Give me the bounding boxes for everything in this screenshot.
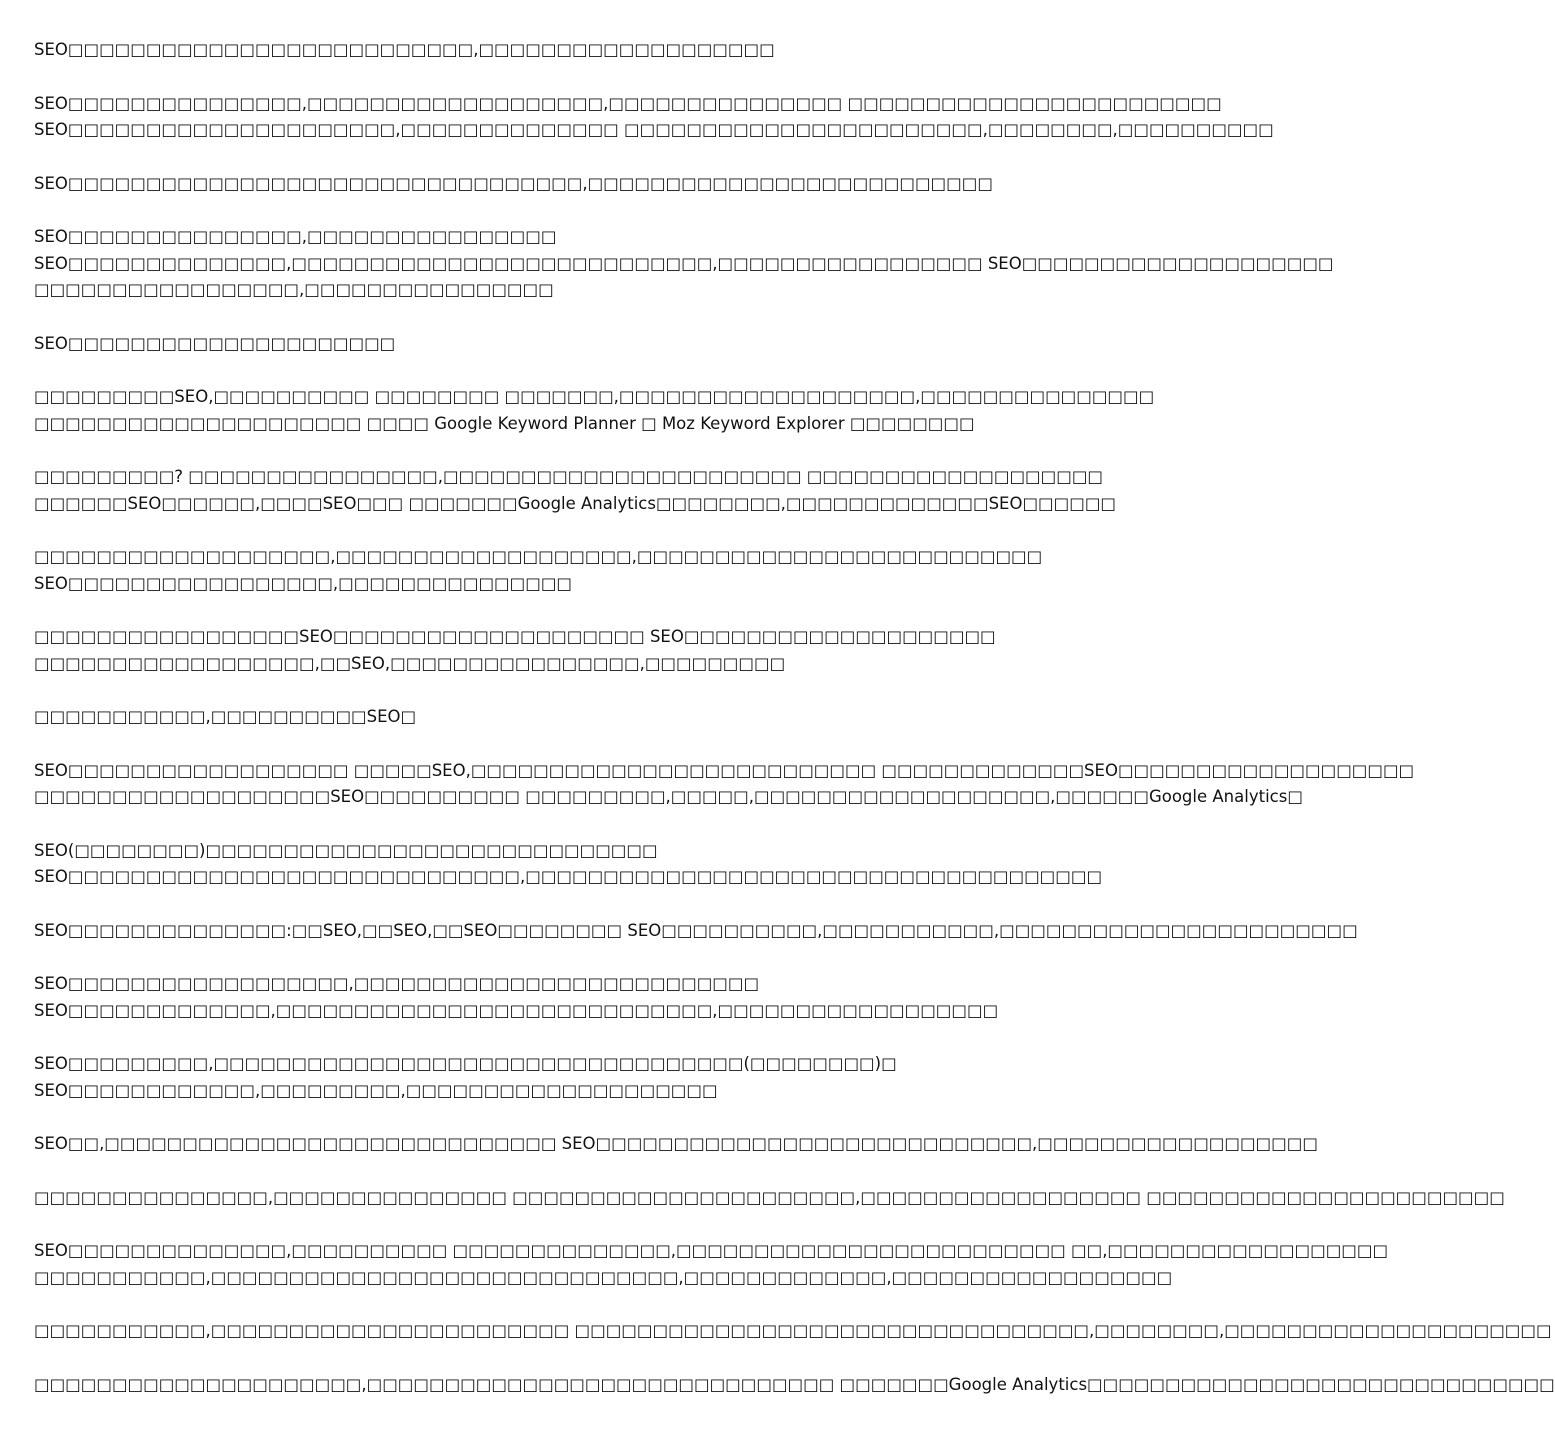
text-line: SEO□□□□□□□□□□□□□□□□□,□□□□□□□□□□□□□□□ bbox=[34, 573, 572, 593]
text-line: □□□□□□□□□□□,□□□□□□□□□□□□□□□□□□□□□□□ □□□□□□□□□□□□□□□□□□□□□□□□□□□□□□□□□,□□□□□□□□,□□□□□□□□□□□□□□□□□□□□□ bbox=[34, 1321, 1552, 1340]
text-line: □□□□□□□□□□□□□□□□□□□□□ □□□□ Google Keyword Planner □ Moz Keyword Explorer □□□□□□□□ bbox=[34, 413, 975, 433]
paragraph bbox=[34, 624, 996, 677]
paragraph bbox=[34, 544, 1043, 597]
text-line: □□□□□□□□□□□,□□□□□□□□□□SEO□ bbox=[34, 707, 417, 726]
text-line: SEO□□□□□□□□□□□□□□□□□□□□□ bbox=[34, 333, 396, 353]
text-line: □□□□□□□□□? □□□□□□□□□□□□□□□□,□□□□□□□□□□□□□□□□□□□□□□□ □□□□□□□□□□□□□□□□□□□ bbox=[34, 467, 1103, 486]
text-line: SEO□□□□□□□□□□□□□,□□□□□□□□□□□□□□□□□□□□□□□□□□□□,□□□□□□□□□□□□□□□□□□ bbox=[34, 1000, 999, 1020]
text-line: SEO□□□□□□□□□□□□□□:□□SEO,□□SEO,□□SEO□□□□□□□□ SEO□□□□□□□□□□,□□□□□□□□□□□,□□□□□□□□□□□□□□□□□□□□□□□ bbox=[34, 920, 1358, 940]
text-line: SEO□□,□□□□□□□□□□□□□□□□□□□□□□□□□□□□□ SEO□□□□□□□□□□□□□□□□□□□□□□□□□□□□,□□□□□□□□□□□□□□□□□□ bbox=[34, 1134, 1318, 1153]
text-line: SEO□□□□□□□□□□□□□□□□□□,□□□□□□□□□□□□□□□□□□□□□□□□□□ bbox=[34, 974, 760, 993]
paragraph bbox=[34, 1131, 1318, 1158]
text-line: SEO□□□□□□□□□□□□□□□□□□□□□□□□□□,□□□□□□□□□□□□□□□□□□□ bbox=[34, 40, 775, 59]
text-line: SEO□□□□□□□□□□□□□□,□□□□□□□□□□ □□□□□□□□□□□□□□,□□□□□□□□□□□□□□□□□□□□□□□□□ □□,□□□□□□□□□□□□□□□□□□ bbox=[34, 1241, 1389, 1260]
paragraph bbox=[34, 838, 1103, 891]
text-line: SEO□□□□□□□□□□□□□□□□□□ □□□□□SEO,□□□□□□□□□□□□□□□□□□□□□□□□□□ □□□□□□□□□□□□□SEO□□□□□□□□□□□□□□□□□□□ bbox=[34, 760, 1415, 780]
text-line: □□□□□□SEO□□□□□□,□□□□SEO□□□ □□□□□□□Google Analytics□□□□□□□□,□□□□□□□□□□□□□SEO□□□□□□ bbox=[34, 493, 1116, 513]
text-line: SEO□□□□□□□□□□□□□□□□□□□□□,□□□□□□□□□□□□□□ □□□□□□□□□□□□□□□□□□□□□□□,□□□□□□□□,□□□□□□□□□□ bbox=[34, 120, 1274, 139]
text-line: □□□□□□□□□□□□□□□□□□□□□,□□□□□□□□□□□□□□□□□□□□□□□□□□□□□□ □□□□□□□Google Analytics□□□□□□□□□□□□□□□□□□□□□□□□□□□□□□ bbox=[34, 1374, 1555, 1394]
paragraph bbox=[34, 1238, 1389, 1291]
text-line: □□□□□□□□□□□□□□□□□,□□□□□□□□□□□□□□□□ bbox=[34, 280, 554, 299]
text-line: SEO□□□□□□□□□□□□□□□,□□□□□□□□□□□□□□□□□□□,□□□□□□□□□□□□□□□ □□□□□□□□□□□□□□□□□□□□□□□□ bbox=[34, 93, 1222, 113]
text-line: SEO□□□□□□□□□□□□,□□□□□□□□□,□□□□□□□□□□□□□□□□□□□□ bbox=[34, 1080, 718, 1100]
text-line: □□□□□□□□□□□□□□□□□□□SEO□□□□□□□□□□ □□□□□□□□□,□□□□□,□□□□□□□□□□□□□□□□□□□,□□□□□□Google Analytics□ bbox=[34, 787, 1303, 806]
text-line: □□□□□□□□□□□□□□□□□SEO□□□□□□□□□□□□□□□□□□□□ SEO□□□□□□□□□□□□□□□□□□□□ bbox=[34, 627, 996, 646]
paragraph bbox=[34, 1318, 1552, 1345]
text-line: □□□□□□□□□□□□□□□,□□□□□□□□□□□□□□□ □□□□□□□□□□□□□□□□□□□□□□,□□□□□□□□□□□□□□□□□□ □□□□□□□□□□□□□□□□□□□□□□□ bbox=[34, 1187, 1505, 1207]
paragraph bbox=[34, 331, 990, 358]
text-line: □□□□□□□□□□□,□□□□□□□□□□□□□□□□□□□□□□□□□□□□□□,□□□□□□□□□□□□□,□□□□□□□□□□□□□□□□□□ bbox=[34, 1267, 1173, 1287]
text-line: SEO□□□□□□□□□,□□□□□□□□□□□□□□□□□□□□□□□□□□□□□□□□□□(□□□□□□□□)□ bbox=[34, 1054, 897, 1073]
paragraph bbox=[34, 1372, 1555, 1399]
paragraph bbox=[34, 971, 999, 1024]
text-line: SEO□□□□□□□□□□□□□□□□□□□□□□□□□□□□□,□□□□□□□□□□□□□□□□□□□□□□□□□□□□□□□□□□□□□ bbox=[34, 867, 1103, 886]
paragraph bbox=[34, 1185, 1505, 1212]
paragraph bbox=[34, 384, 1155, 437]
text-line: SEO□□□□□□□□□□□□□□,□□□□□□□□□□□□□□□□□□□□□□□□□□□,□□□□□□□□□□□□□□□□□ SEO□□□□□□□□□□□□□□□□□□□□ bbox=[34, 253, 1334, 273]
paragraph bbox=[34, 758, 1415, 811]
text-line: SEO□□□□□□□□□□□□□□□□□□□□□□□□□□□□□□□□□,□□□□□□□□□□□□□□□□□□□□□□□□□□ bbox=[34, 173, 993, 193]
text-line: SEO(□□□□□□□□)□□□□□□□□□□□□□□□□□□□□□□□□□□□□□ bbox=[34, 840, 658, 860]
paragraph bbox=[34, 464, 1116, 517]
paragraph bbox=[34, 171, 993, 198]
text-line: SEO□□□□□□□□□□□□□□□,□□□□□□□□□□□□□□□□ bbox=[34, 227, 557, 246]
paragraph bbox=[34, 91, 1274, 144]
paragraph bbox=[34, 918, 1358, 945]
paragraph bbox=[34, 704, 990, 731]
paragraph bbox=[34, 1051, 990, 1104]
paragraph bbox=[34, 224, 1334, 304]
text-line: □□□□□□□□□SEO,□□□□□□□□□□ □□□□□□□□ □□□□□□□,□□□□□□□□□□□□□□□□□□□,□□□□□□□□□□□□□□□ bbox=[34, 387, 1155, 406]
text-line: □□□□□□□□□□□□□□□□□□□,□□□□□□□□□□□□□□□□□□□,□□□□□□□□□□□□□□□□□□□□□□□□□□ bbox=[34, 547, 1043, 566]
text-line: □□□□□□□□□□□□□□□□□□,□□SEO,□□□□□□□□□□□□□□□□,□□□□□□□□□ bbox=[34, 653, 786, 673]
paragraph bbox=[34, 37, 990, 64]
